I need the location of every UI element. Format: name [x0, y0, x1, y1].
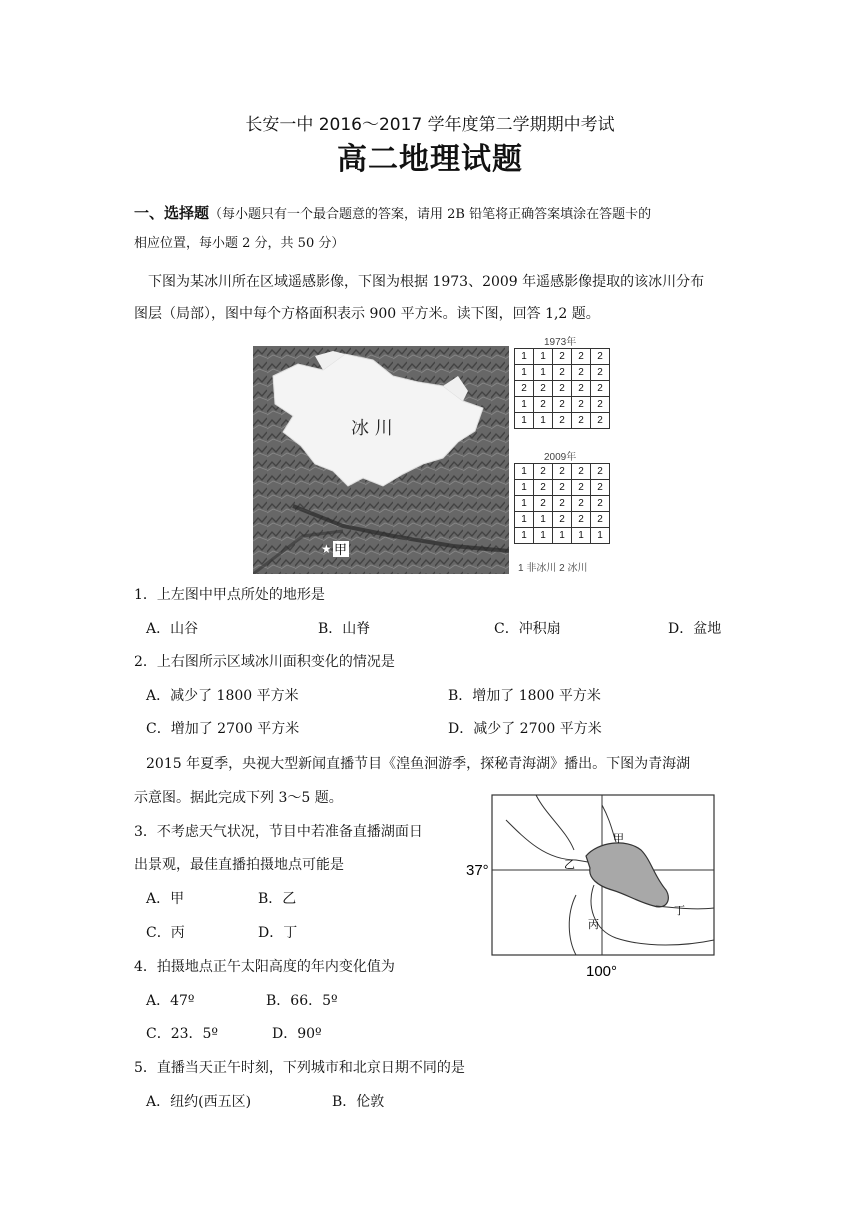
section-heading: 一、选择题	[134, 204, 210, 222]
q4-stem: 4．拍摄地点正午太阳高度的年内变化值为	[134, 959, 395, 975]
q5-stem: 5．直播当天正午时刻，下列城市和北京日期不同的是	[134, 1060, 465, 1076]
latitude-label: 37°	[466, 862, 489, 879]
grid-cell: 1	[515, 528, 534, 544]
q1-option-a: A．山谷	[146, 621, 199, 637]
grid-cell: 1	[515, 349, 534, 365]
grid-cell: 2	[591, 413, 610, 429]
instruction-line-1: （每小题只有一个最合题意的答案，请用 2B 铅笔将正确答案填涂在答题卡的	[209, 207, 652, 222]
q2-stem: 2．上右图所示区域冰川面积变化的情况是	[134, 654, 395, 670]
grid-cell: 1	[515, 464, 534, 480]
q5-option-a: A．纽约(西五区)	[146, 1094, 252, 1110]
q2-option-a: A．减少了 1800 平方米	[146, 688, 299, 704]
point-jia-label: 甲	[334, 543, 348, 558]
instruction-line-2: 相应位置，每小题 2 分，共 50 分）	[134, 236, 345, 251]
grid-cell: 1	[534, 365, 553, 381]
grid-cell: 2	[553, 381, 572, 397]
grid-cell: 2	[553, 480, 572, 496]
q4-option-b: B．66．5º	[266, 993, 338, 1009]
grid-cell: 1	[553, 528, 572, 544]
grid-cell: 2	[553, 349, 572, 365]
map-label-jia: 甲	[613, 832, 624, 845]
grid-cell: 2	[534, 496, 553, 512]
grid-cell: 2	[572, 496, 591, 512]
q1-option-d: D．盆地	[668, 621, 722, 637]
grid-cell: 1	[534, 512, 553, 528]
passage1-line1: 下图为某冰川所在区域遥感影像，下图为根据 1973、2009 年遥感影像提取的该冰川分布	[148, 274, 705, 290]
passage2-line1: 2015 年夏季，央视大型新闻直播节目《湟鱼洄游季，探秘青海湖》播出。下图为青海湖	[146, 756, 691, 772]
q2-option-b: B．增加了 1800 平方米	[448, 688, 601, 704]
grid-row	[515, 512, 610, 528]
star-icon: ★	[321, 542, 332, 556]
q3-option-b: B．乙	[258, 891, 297, 907]
grid-cell: 2	[534, 397, 553, 413]
glacier-satellite-image	[253, 346, 509, 574]
grid-row	[515, 496, 610, 512]
q5-option-b: B．伦敦	[332, 1094, 385, 1110]
grid-cell: 2	[572, 413, 591, 429]
grid-cell: 2	[572, 349, 591, 365]
q1-option-c: C．冲积扇	[494, 621, 561, 637]
grid-cell: 2	[553, 397, 572, 413]
grid-cell: 1	[534, 528, 553, 544]
grid-cell: 1	[534, 413, 553, 429]
grid-cell: 2	[553, 365, 572, 381]
grid-cell: 2	[572, 512, 591, 528]
q2-option-d: D．减少了 2700 平方米	[448, 721, 602, 737]
grid-cell: 1	[515, 397, 534, 413]
q3-option-c: C．丙	[146, 925, 185, 941]
subject-title: 高二地理试题	[337, 142, 523, 177]
grid-row	[515, 349, 610, 365]
grid-cell: 1	[572, 528, 591, 544]
q2-option-c: C．增加了 2700 平方米	[146, 721, 300, 737]
grid-cell: 2	[553, 464, 572, 480]
passage2-line2: 示意图。据此完成下列 3～5 题。	[134, 790, 343, 806]
grid-row	[515, 464, 610, 480]
grid-row	[515, 528, 610, 544]
q4-option-a: A．47º	[146, 993, 195, 1009]
grid-cell: 2	[534, 464, 553, 480]
grid-row	[515, 413, 610, 429]
grid-cell: 2	[572, 397, 591, 413]
grid-cell: 2	[572, 480, 591, 496]
q3-option-d: D．丁	[258, 925, 298, 941]
grid-cell: 2	[572, 464, 591, 480]
map-label-yi: 乙	[564, 858, 575, 871]
grid-cell: 1	[515, 413, 534, 429]
q4-option-c: C．23．5º	[146, 1026, 219, 1042]
grid-2009	[514, 463, 610, 544]
grid-row	[515, 365, 610, 381]
grid-cell: 1	[534, 349, 553, 365]
grid-cell: 1	[515, 496, 534, 512]
grid-cell: 2	[591, 496, 610, 512]
grid-cell: 2	[553, 496, 572, 512]
grid-legend: 1 非冰川 2 冰川	[518, 563, 588, 574]
grid-cell: 1	[515, 480, 534, 496]
grid-cell: 2	[591, 349, 610, 365]
grid-cell: 2	[515, 381, 534, 397]
grid-cell: 2	[591, 381, 610, 397]
grid-cell: 2	[553, 512, 572, 528]
grid-cell: 2	[534, 381, 553, 397]
q4-option-d: D．90º	[272, 1026, 322, 1042]
q3-stem-line2: 出景观，最佳直播拍摄地点可能是	[134, 857, 344, 873]
qinghai-lake-map	[466, 790, 718, 980]
map-label-bing: 丙	[588, 918, 599, 931]
grid-cell: 2	[591, 397, 610, 413]
school-exam-title: 长安一中 2016～2017 学年度第二学期期中考试	[245, 115, 615, 135]
grid-cell: 2	[572, 381, 591, 397]
glacier-label: 冰 川	[351, 418, 393, 439]
q3-stem-line1: 3．不考虑天气状况，节目中若准备直播湖面日	[134, 824, 423, 840]
passage1-line2: 图层（局部），图中每个方格面积表示 900 平方米。读下图，回答 1,2 题。	[134, 306, 600, 322]
grid-1973-title: 1973年	[544, 337, 577, 348]
grid-cell: 2	[572, 365, 591, 381]
grid-cell: 2	[591, 464, 610, 480]
map-label-ding: 丁	[674, 904, 685, 917]
grid-cell: 2	[591, 480, 610, 496]
q3-option-a: A．甲	[146, 891, 185, 907]
q1-stem: 1．上左图中甲点所处的地形是	[134, 587, 325, 603]
grid-cell: 1	[515, 512, 534, 528]
grid-cell: 2	[591, 512, 610, 528]
longitude-label: 100°	[586, 963, 618, 980]
section-instruction	[134, 203, 651, 225]
grid-2009-title: 2009年	[544, 452, 577, 463]
grid-cell: 1	[515, 365, 534, 381]
grid-row	[515, 480, 610, 496]
grid-cell: 2	[591, 365, 610, 381]
grid-cell: 2	[553, 413, 572, 429]
grid-1973	[514, 348, 610, 429]
grid-row	[515, 397, 610, 413]
grid-cell: 2	[534, 480, 553, 496]
grid-row	[515, 381, 610, 397]
grid-cell: 1	[591, 528, 610, 544]
q1-option-b: B．山脊	[318, 621, 371, 637]
